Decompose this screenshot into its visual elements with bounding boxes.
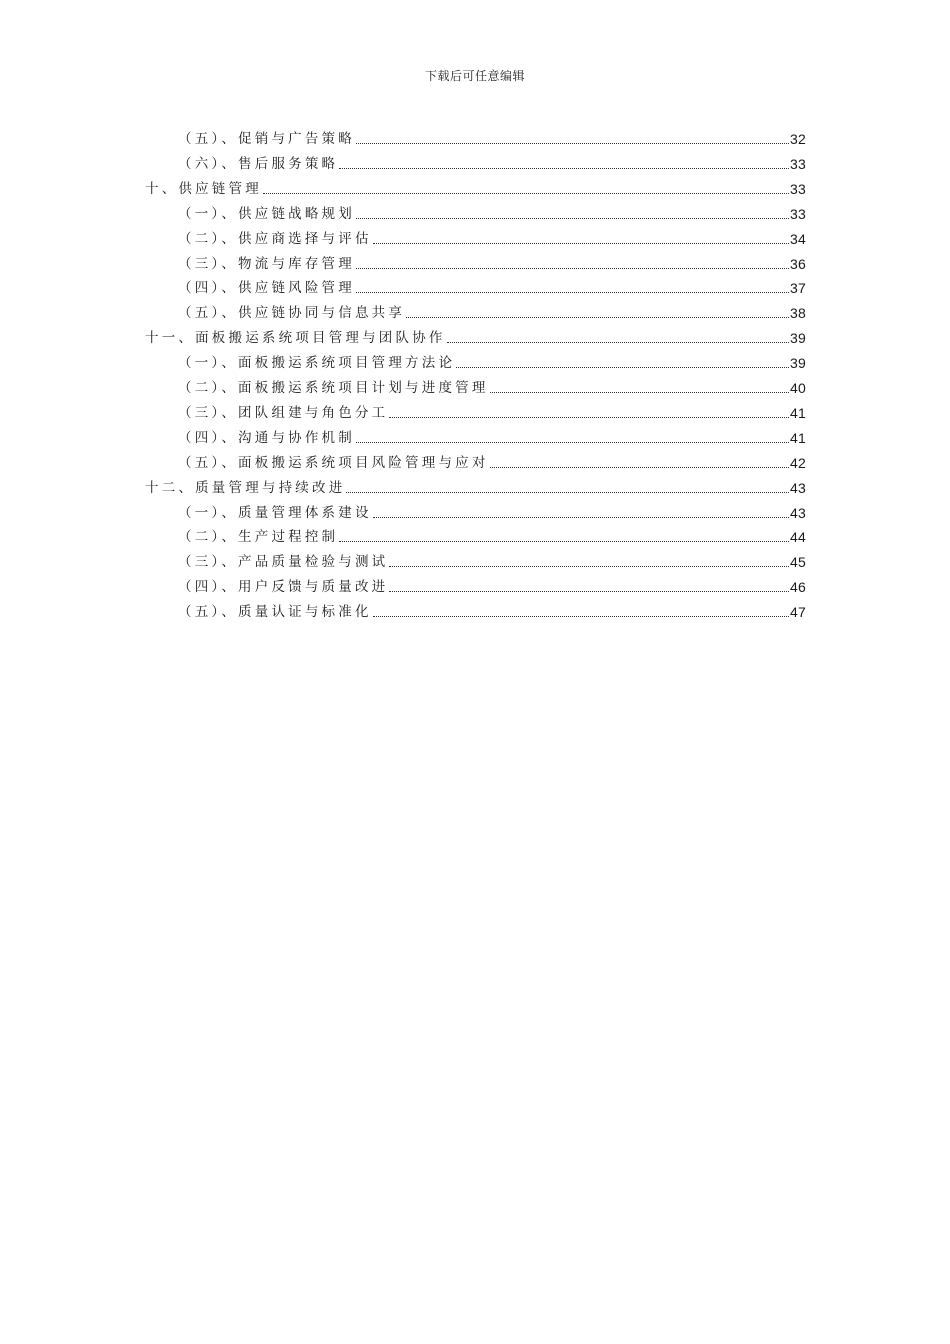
toc-dot-leader bbox=[373, 516, 789, 518]
toc-entry-label: （三）、产品质量检验与测试 bbox=[178, 554, 389, 571]
toc-dot-leader bbox=[356, 142, 789, 144]
toc-entry[interactable] bbox=[178, 350, 806, 372]
toc-entry-page-number: 40 bbox=[790, 380, 806, 396]
toc-entry-page-number: 47 bbox=[790, 604, 806, 621]
toc-entry[interactable] bbox=[145, 325, 806, 347]
toc-entry-page-number: 32 bbox=[790, 131, 806, 147]
toc-entry-label: （三）、物流与库存管理 bbox=[178, 255, 355, 272]
toc-entry-page-number: 41 bbox=[790, 404, 806, 421]
toc-entry[interactable] bbox=[178, 450, 806, 472]
toc-entry-label: （五）、质量认证与标准化 bbox=[178, 604, 372, 621]
toc-dot-leader bbox=[356, 441, 789, 443]
toc-entry-label: （六）、售后服务策略 bbox=[178, 155, 339, 172]
toc-dot-leader bbox=[456, 366, 789, 368]
toc-entry-page-number: 43 bbox=[790, 479, 806, 496]
toc-entry-page-number: 34 bbox=[790, 230, 806, 247]
toc-entry[interactable] bbox=[178, 300, 806, 322]
toc-entry[interactable] bbox=[178, 574, 806, 596]
toc-entry-label: （五）、面板搬运系统项目风险管理与应对 bbox=[178, 454, 489, 471]
toc-entry-label: （二）、供应商选择与评估 bbox=[178, 230, 372, 247]
toc-entry-label: 十、供应链管理 bbox=[145, 180, 262, 197]
toc-entry[interactable] bbox=[178, 425, 806, 447]
toc-entry-page-number: 42 bbox=[790, 454, 806, 471]
toc-dot-leader bbox=[389, 565, 789, 567]
toc-entry-label: 十二、质量管理与持续改进 bbox=[145, 479, 346, 496]
toc-entry-label: （一）、质量管理体系建设 bbox=[178, 504, 372, 521]
toc-entry[interactable] bbox=[178, 226, 806, 248]
toc-entry-page-number: 38 bbox=[790, 305, 806, 322]
toc-entry-page-number: 41 bbox=[790, 429, 806, 446]
toc-entry-label: （四）、沟通与协作机制 bbox=[178, 429, 355, 446]
toc-entry-label: 十一、面板搬运系统项目管理与团队协作 bbox=[145, 330, 446, 347]
toc-dot-leader bbox=[490, 466, 789, 468]
toc-entry[interactable] bbox=[178, 275, 806, 297]
toc-entry-label: （五）、供应链协同与信息共享 bbox=[178, 305, 406, 322]
toc-entry-label: （二）、面板搬运系统项目计划与进度管理 bbox=[178, 380, 489, 396]
toc-dot-leader bbox=[356, 291, 789, 293]
toc-dot-leader bbox=[356, 217, 789, 219]
toc-entry-label: （三）、团队组建与角色分工 bbox=[178, 404, 389, 421]
toc-dot-leader bbox=[447, 341, 789, 343]
toc-entry-page-number: 36 bbox=[790, 255, 806, 272]
toc-entry[interactable] bbox=[178, 524, 806, 546]
page-header: 下载后可任意编辑 bbox=[424, 69, 525, 83]
toc-dot-leader bbox=[263, 192, 789, 194]
toc-entry-page-number: 45 bbox=[790, 554, 806, 571]
toc-entry[interactable] bbox=[178, 151, 806, 173]
toc-entry-page-number: 39 bbox=[790, 330, 806, 347]
toc-entry[interactable] bbox=[178, 599, 806, 621]
toc-entry-page-number: 37 bbox=[790, 280, 806, 297]
toc-entry-page-number: 44 bbox=[790, 529, 806, 546]
toc-entry-page-number: 39 bbox=[790, 355, 806, 372]
toc-entry[interactable] bbox=[145, 176, 806, 198]
toc-entry-page-number: 33 bbox=[790, 180, 806, 197]
toc-dot-leader bbox=[339, 540, 789, 542]
toc-entry[interactable] bbox=[178, 375, 806, 397]
toc-entry-page-number: 33 bbox=[790, 155, 806, 172]
toc-dot-leader bbox=[490, 391, 789, 393]
toc-entry[interactable] bbox=[178, 126, 806, 148]
toc-dot-leader bbox=[389, 416, 789, 418]
toc-entry-label: （四）、用户反馈与质量改进 bbox=[178, 579, 389, 596]
toc-entry-page-number: 43 bbox=[790, 504, 806, 521]
toc-dot-leader bbox=[373, 242, 789, 244]
toc-entry[interactable] bbox=[178, 500, 806, 522]
toc-entry-page-number: 46 bbox=[790, 579, 806, 596]
toc-dot-leader bbox=[356, 267, 789, 269]
toc-entry-label: （四）、供应链风险管理 bbox=[178, 280, 355, 297]
toc-dot-leader bbox=[339, 167, 789, 169]
toc-entry-page-number: 33 bbox=[790, 205, 806, 222]
toc-entry[interactable] bbox=[178, 201, 806, 223]
toc-dot-leader bbox=[389, 590, 789, 592]
toc-entry-label: （一）、供应链战略规划 bbox=[178, 205, 355, 222]
toc-dot-leader bbox=[346, 491, 789, 493]
toc-dot-leader bbox=[373, 615, 789, 617]
toc-dot-leader bbox=[406, 316, 789, 318]
toc-entry[interactable] bbox=[145, 475, 806, 497]
toc-entry[interactable] bbox=[178, 400, 806, 422]
toc-entry[interactable] bbox=[178, 251, 806, 273]
toc-entry-label: （二）、生产过程控制 bbox=[178, 529, 339, 546]
toc-entry[interactable] bbox=[178, 549, 806, 571]
toc-entry-label: （一）、面板搬运系统项目管理方法论 bbox=[178, 355, 456, 372]
toc-entry-label: （五）、促销与广告策略 bbox=[178, 131, 355, 147]
